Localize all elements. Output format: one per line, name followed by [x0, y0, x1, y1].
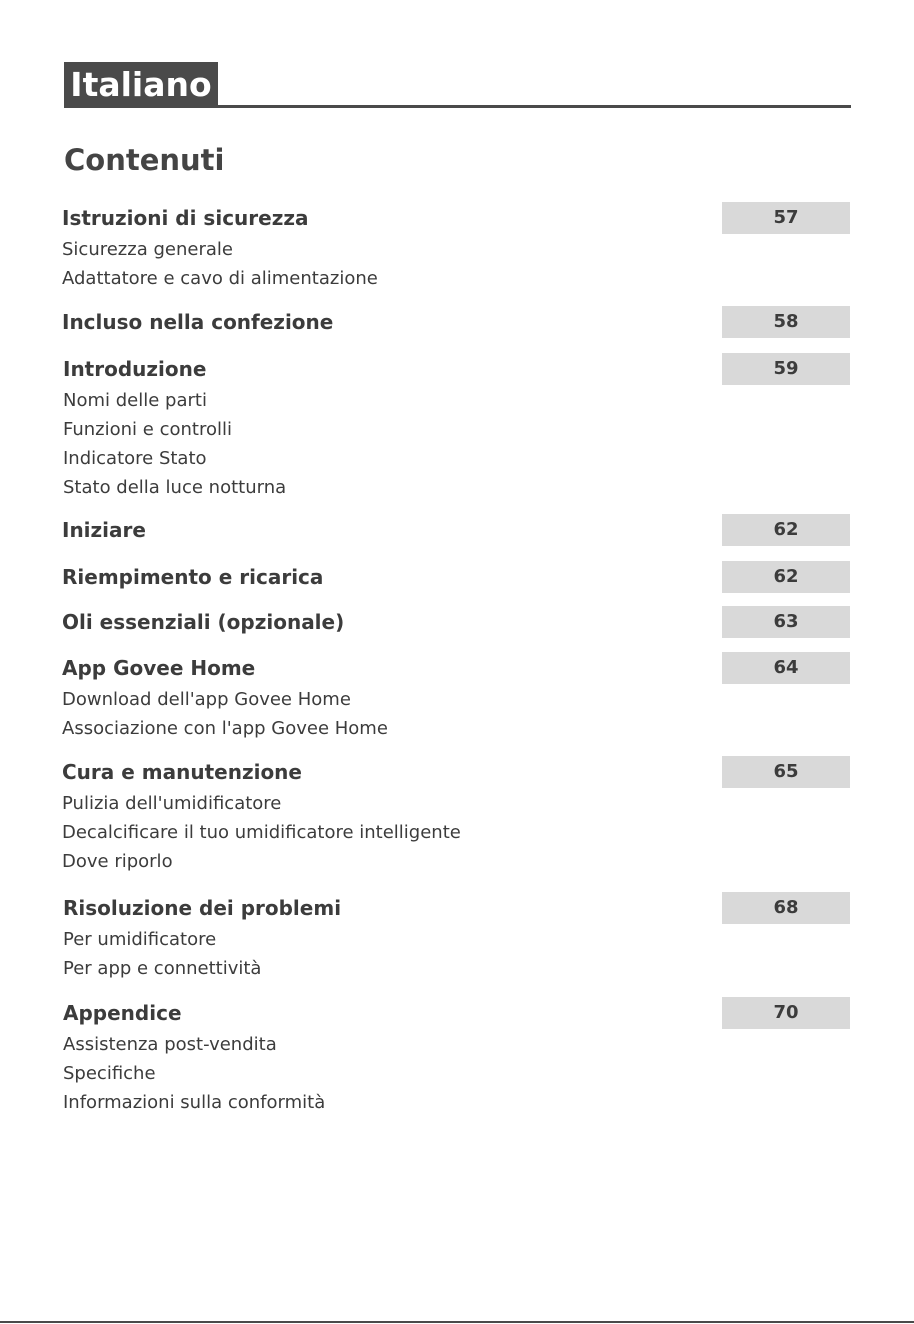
toc-subitem[interactable]: Dove riporlo [62, 851, 173, 872]
toc-subitem[interactable]: Specifiche [63, 1063, 156, 1084]
page-number-badge: 63 [722, 606, 850, 638]
page-number-badge: 68 [722, 892, 850, 924]
toc-subitem[interactable]: Associazione con l'app Govee Home [62, 718, 388, 739]
toc-subitem[interactable]: Nomi delle parti [63, 390, 207, 411]
page-number-badge: 57 [722, 202, 850, 234]
toc-section-essential-oils[interactable] [62, 606, 850, 639]
section-title[interactable]: Cura e manutenzione [62, 760, 302, 784]
toc-title: Contenuti [64, 143, 225, 177]
section-title[interactable]: Appendice [63, 1001, 182, 1025]
header-divider [218, 105, 851, 108]
toc-section-care[interactable] [62, 756, 850, 876]
page-number-badge: 59 [722, 353, 850, 385]
toc-section-safety[interactable] [62, 202, 850, 293]
toc-subitem[interactable]: Per app e connettività [63, 958, 262, 979]
toc-subitem[interactable]: Adattatore e cavo di alimentazione [62, 268, 378, 289]
section-title[interactable]: Riempimento e ricarica [62, 565, 324, 589]
toc-section-introduction[interactable] [63, 353, 850, 502]
toc-section-in-box[interactable] [62, 306, 850, 339]
toc-section-appendix[interactable] [63, 997, 850, 1117]
page-number-badge: 64 [722, 652, 850, 684]
toc-subitem[interactable]: Assistenza post-vendita [63, 1034, 277, 1055]
toc-subitem[interactable]: Download dell'app Govee Home [62, 689, 351, 710]
section-title[interactable]: Istruzioni di sicurezza [62, 206, 309, 230]
section-title[interactable]: Risoluzione dei problemi [63, 896, 342, 920]
section-title[interactable]: App Govee Home [62, 656, 256, 680]
toc-section-filling[interactable] [62, 561, 850, 594]
language-header [64, 62, 851, 108]
section-title[interactable]: Iniziare [62, 518, 146, 542]
toc-subitem[interactable]: Decalcificare il tuo umidificatore intelligente [62, 822, 461, 843]
toc-subitem[interactable]: Pulizia dell'umidificatore [62, 793, 282, 814]
section-title[interactable]: Oli essenziali (opzionale) [62, 610, 345, 634]
toc-subitem[interactable]: Informazioni sulla conformità [63, 1092, 326, 1113]
page-bottom-divider [0, 1321, 914, 1323]
section-title[interactable]: Introduzione [63, 357, 207, 381]
language-tab: Italiano [64, 62, 218, 108]
page-number-badge: 62 [722, 514, 850, 546]
page-number-badge: 70 [722, 997, 850, 1029]
toc-subitem[interactable]: Stato della luce notturna [63, 477, 287, 498]
toc-section-getting-started[interactable] [62, 514, 850, 547]
page-number-badge: 65 [722, 756, 850, 788]
toc-section-app[interactable] [62, 652, 850, 743]
toc-subitem[interactable]: Sicurezza generale [62, 239, 233, 260]
toc-section-troubleshooting[interactable] [63, 892, 850, 983]
toc-subitem[interactable]: Per umidificatore [63, 929, 217, 950]
toc-subitem[interactable]: Indicatore Stato [63, 448, 207, 469]
page-number-badge: 62 [722, 561, 850, 593]
page-number-badge: 58 [722, 306, 850, 338]
toc-subitem[interactable]: Funzioni e controlli [63, 419, 232, 440]
section-title[interactable]: Incluso nella confezione [62, 310, 334, 334]
